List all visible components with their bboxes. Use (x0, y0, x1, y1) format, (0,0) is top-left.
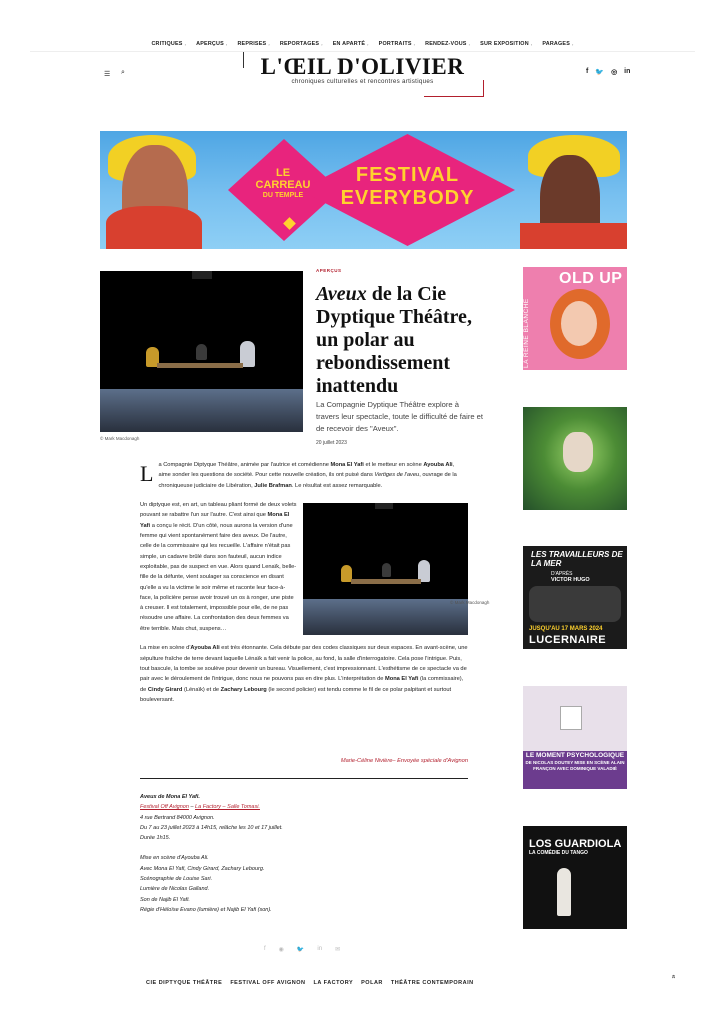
chevron-right-icon: › (268, 41, 270, 47)
sidebar-ad-travailleurs[interactable]: LES TRAVAILLEURS DE LA MER D'APRÈS VICTOR HUGO JUSQU'AU 17 MARS 2024 LUCERNAIRE (523, 546, 627, 649)
credit-line: Son de Najib El Yafi. (140, 896, 190, 903)
credit-line: Scénographie de Louise Sari. (140, 876, 213, 883)
chevron-right-icon: › (321, 41, 323, 47)
credit-line: Lumière de Nicolas Galland. (140, 886, 210, 893)
sidebar-ad-moment-psychologique[interactable]: LE MOMENT PSYCHOLOGIQUE DE NICOLAS DOUTEY MISE EN SCÈNE ALAIN FRANÇON AVEC DOMINIQUE VALADIÉ (523, 686, 627, 789)
tag-link[interactable]: CIE DIPTYQUE THÉÂTRE (146, 980, 223, 986)
chevron-right-icon: › (367, 41, 369, 47)
article-body (140, 460, 468, 714)
nav-item-reprises[interactable]: REPRISES › (237, 41, 270, 47)
menu-icon[interactable]: ☰ (104, 71, 111, 78)
facebook-share-icon[interactable]: f (264, 946, 266, 952)
festival-link[interactable]: Festival Off Avignon (140, 804, 189, 811)
banner-venue: LE CARREAU DU TEMPLE (255, 167, 311, 199)
logo-accent-line (483, 80, 484, 97)
sidebar-ad-los-guardiola[interactable]: LOS GUARDIOLA LA COMÉDIE DU TANGO (523, 826, 627, 929)
facebook-icon[interactable]: f (586, 68, 589, 75)
top-navigation (0, 37, 725, 51)
article-inline-image (303, 503, 468, 635)
tag-link[interactable]: LA FACTORY (313, 980, 354, 986)
nav-item-portraits[interactable]: PORTRAITS › (378, 41, 416, 47)
ad-banner-festival[interactable] (100, 131, 627, 249)
sidebar-ad-flower[interactable] (523, 407, 627, 510)
search-icon[interactable]: ⌕ (121, 69, 125, 76)
show-address: 4 rue Bertrand 84000 Avignon. (140, 814, 215, 821)
nav-item-en-aparte[interactable]: EN APARTÉ › (332, 41, 369, 47)
linkedin-share-icon[interactable]: in (317, 946, 323, 952)
banner-title: FESTIVAL EVERYBODY (340, 164, 475, 209)
linkedin-icon[interactable]: in (624, 68, 631, 75)
nav-item-apercus[interactable]: APERÇUS › (196, 41, 228, 47)
article-category[interactable]: APERÇUS (316, 268, 342, 273)
logo-accent-line (424, 96, 484, 97)
tag-link[interactable]: FESTIVAL OFF AVIGNON (230, 980, 306, 986)
article-title: Aveux de la Cie Dyptique Théâtre, un polar au rebondissement inattendu (316, 283, 472, 397)
paragraph: La Compagnie Diptyque Théâtre, animée par l'autrice et comédienne Mona El Yafi et le metteur en scène Ayouba Ali, aime sonder les questions de société. Pour cette nouvelle création, ils ont puisé dans Vertiges de l'aveu, ouvrage de la chroniqueuse judiciaire de Libération, Julie Brafman. Le résultat est assez remarquable. (140, 461, 457, 489)
credit-line: Avec Mona El Yafi, Cindy Girard, Zachary Lebourg. (140, 865, 265, 872)
venue-link[interactable]: La Factory – Salle Tomasi. (195, 804, 260, 811)
nav-item-sur-exposition[interactable]: SUR EXPOSITION › (480, 41, 533, 47)
messenger-share-icon[interactable]: ◉ (278, 947, 284, 953)
chevron-right-icon: › (184, 41, 187, 47)
dropcap: L (140, 461, 154, 486)
article-subtitle: La Compagnie Dyptique Théâtre explore à travers leur spectacle, toute le difficulté de faire et de recevoir des "Aveux". (316, 400, 484, 433)
twitter-share-icon[interactable]: 🐦 (296, 947, 305, 953)
back-to-top-icon[interactable]: » (670, 974, 678, 979)
paragraph: Un diptyque est, en art, un tableau pliant formé de deux volets pouvant se rabattre l'un sur l'autre. C'est ainsi que Mona El Yafi a conçu le récit. D'un côté, nous aurons la version d'une femme qui vient spontanément faire des aveux. De l'autre, celle de la commissaire qui les recueille. L'affaire n'était pas simple, un cadavre brûlé dans son fauteuil, aucun indice exploitable, pas de suspect en vue. Alors quand Lenaïk, belle-fille de la défunte, vient soulager sa conscience en disant qu'elle a vu la victime le soir même et raconte leur face-à-face, la policière pense avoir trouvé un os à ronger, une piste à creuser. Il est totalement, impossible pour elle, de ne pas résoudre une affaire. La confrontation des deux femmes va être terrible. Mais chut, suspens… (140, 502, 297, 632)
photo-credit: © Mark Macdonagh (100, 436, 140, 441)
chevron-right-icon: › (225, 41, 228, 47)
tag-link[interactable]: THÉÂTRE CONTEMPORAIN (390, 980, 474, 986)
nav-item-parages[interactable]: PARAGES › (542, 41, 574, 47)
twitter-icon[interactable]: 🐦 (595, 69, 605, 76)
credit-line: Mise en scène d'Ayouba Ali. (140, 855, 209, 862)
chevron-right-icon: › (572, 41, 574, 47)
credit-line: Régie d'Héloïse Evano (lumière) et Najib El Yafi (son). (140, 906, 272, 913)
article-hero-image (100, 271, 303, 432)
chevron-right-icon: › (413, 41, 416, 47)
paragraph: La mise en scène d'Ayouba Ali est très étonnante. Cela débute par des codes classiques sur deux espaces. En avant-scène, une sépulture fraîche de terre devant laquelle Lénaïk a fait venir la police, au fond, la salle d'interrogatoire. Cela pose l'intrigue. Puis, tout bascule, la tombe se soulève pour devenir un bureau. Visuellement, c'est impressionnant. L'esthétisme de ce spectacle va de pair avec le déroulement de l'intrigue, donc nous ne pouvons pas en dire plus. L'interprétation de Mona El Yafi (la commissaire), de Cindy Girard (Lénaïk) et de Zachary Lebourg (le second policier) est tendu comme le fil de ce polar palpitant et surtout bouleversant. (140, 645, 468, 703)
article-tags (146, 980, 474, 986)
share-bar (264, 946, 340, 953)
tag-link[interactable]: POLAR (361, 980, 383, 986)
chevron-right-icon: › (530, 41, 533, 47)
sidebar-ad-old-up[interactable]: LA REINE BLANCHE OLD UP (523, 267, 627, 370)
show-duration: Durée 1h15. (140, 835, 171, 842)
instagram-icon[interactable]: ◎ (611, 69, 618, 76)
site-tagline: chroniques culturelles et rencontres artistiques (291, 78, 434, 85)
author-signature: Marie-Céline Nivière– Envoyée spéciale d'Avignon (340, 758, 468, 764)
show-title: Aveux de Mona El Yafi. (140, 794, 200, 800)
social-links (586, 68, 630, 76)
nav-item-critiques[interactable]: CRITIQUES › (151, 41, 187, 47)
site-logo[interactable]: L'ŒIL D'OLIVIER (260, 54, 465, 79)
email-share-icon[interactable]: ✉ (335, 947, 341, 953)
info-divider (140, 778, 468, 779)
show-info: Aveux de Mona El Yafi. Festival Off Avignon – La Factory – Salle Tomasi. 4 rue Bertrand 84000 Avignon. Du 7 au 23 juillet 2023 à 14h15, relâche les 10 et 17 juillet. Durée 1h15. Mise en scène d'Ayouba Ali. Avec Mona El Yafi, Cindy Girard, Zachary Lebourg. Scénographie de Louise Sari. Lumière de Nicolas Galland. Son de Najib El Yafi. Régie d'Héloïse Evano (lumière) et Najib El Yafi (son). (140, 792, 468, 915)
show-dates: Du 7 au 23 juillet 2023 à 14h15, relâche les 10 et 17 juillet. (140, 824, 283, 831)
article-date: 20 juillet 2023 (316, 440, 347, 446)
chevron-right-icon: › (468, 41, 471, 47)
nav-item-rendez-vous[interactable]: RENDEZ-VOUS › (425, 41, 471, 47)
nav-item-reportages[interactable]: REPORTAGES › (279, 41, 323, 47)
nav-divider (30, 51, 695, 52)
photo-credit: © Mark Macdonagh (450, 600, 490, 605)
